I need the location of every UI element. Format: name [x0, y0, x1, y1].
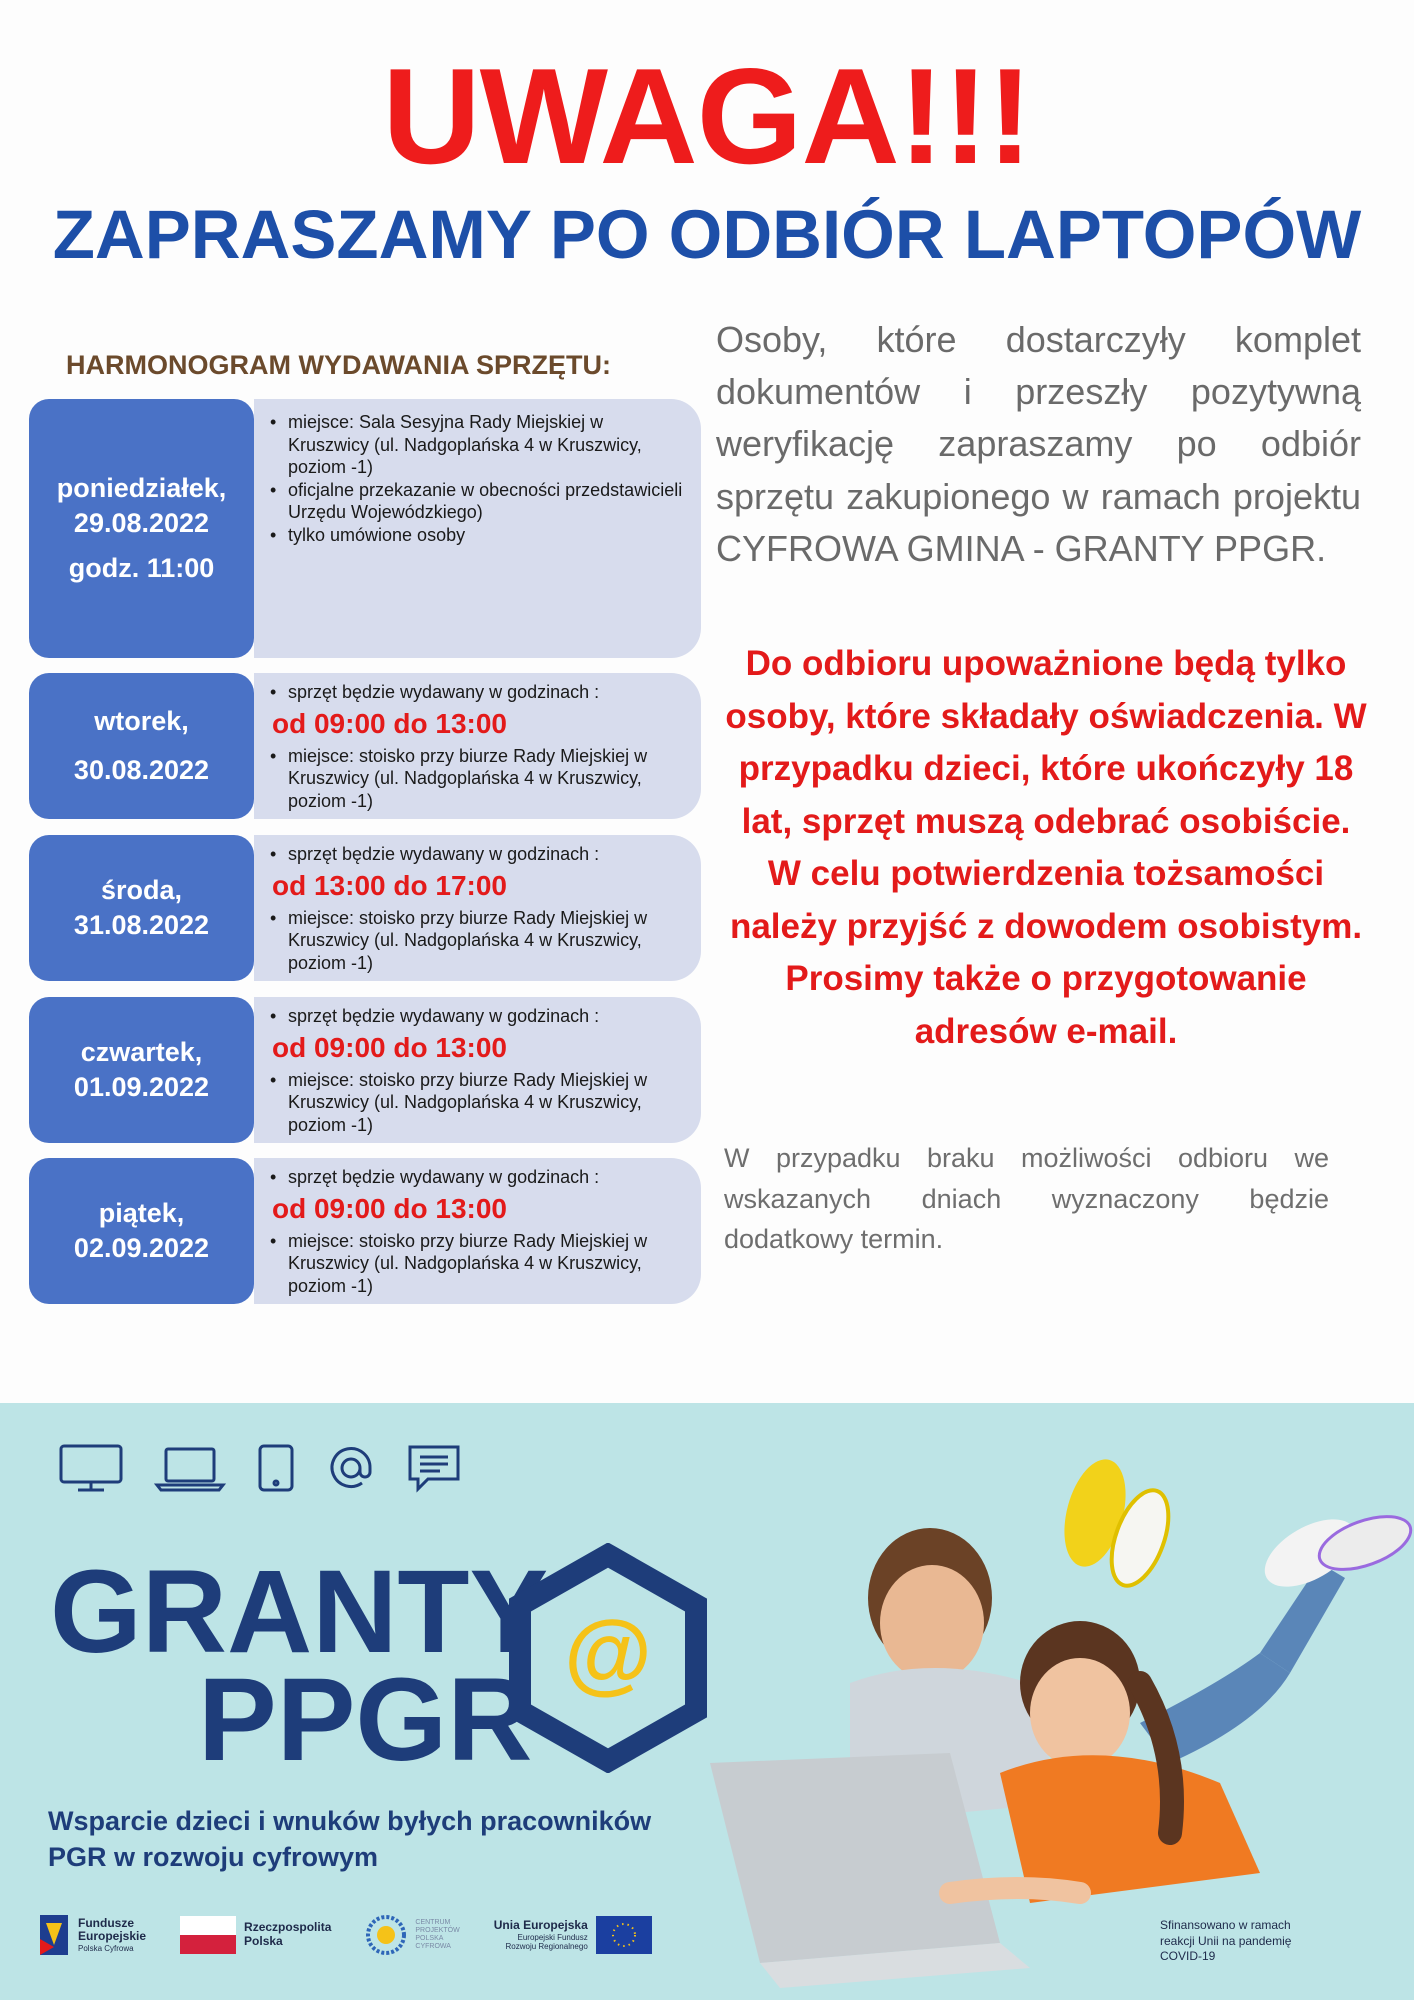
page-subtitle: ZAPRASZAMY PO ODBIÓR LAPTOPÓW — [52, 196, 1362, 273]
day-name: poniedziałek, — [56, 472, 227, 503]
polish-flag-icon — [180, 1916, 236, 1954]
schedule-info — [254, 835, 701, 981]
schedule-day — [29, 835, 254, 981]
brand-at-symbol: @ — [564, 1603, 652, 1703]
cppc-emblem-icon — [365, 1914, 407, 1956]
eu-flag-icon — [596, 1916, 652, 1954]
intro-paragraph: Osoby, które dostarczyły komplet dokumentów i przeszły pozytywną weryfikację zapraszamy po odbiór sprzętu zakupionego w ramach projektu CYFROWA GMINA - GRANTY PPGR. — [716, 319, 1361, 569]
laptop-icon — [154, 1443, 226, 1493]
notice-line: W celu potwierdzenia tożsamości należy przyjść z dowodem osobistym. Prosimy także o przygotowanie adresów e-mail. — [729, 854, 1363, 1051]
logo-text: Europejski Fundusz — [517, 1932, 588, 1942]
hours-range: od 09:00 do 13:00 — [272, 707, 507, 739]
logo-cppc — [365, 1914, 459, 1956]
support-tagline — [48, 1803, 651, 1876]
day-name: środa, — [100, 874, 183, 905]
chat-icon — [406, 1443, 462, 1493]
logo-text: Polska Cyfrowa — [78, 1944, 134, 1954]
hours-range: od 13:00 do 17:00 — [272, 869, 507, 901]
logo-text: PROJEKTÓW — [415, 1926, 460, 1934]
schedule-row — [29, 673, 701, 819]
hours-range: od 09:00 do 13:00 — [272, 1031, 507, 1063]
logo-text: Europejskie — [78, 1929, 147, 1944]
place-text: • miejsce: stoisko przy biurze Rady Miejskiej w Kruszwicy (ul. Nadgoplańska 4 w Kruszwicy, poziom -1) — [268, 907, 685, 975]
schedule-row — [29, 1158, 701, 1304]
day-date: 31.08.2022 — [73, 910, 210, 940]
logo-text: POLSKA — [415, 1935, 444, 1942]
logo-fundusze-europejskie — [40, 1913, 146, 1957]
logo-text: CENTRUM — [415, 1918, 451, 1926]
logo-text: Unia Europejska — [493, 1917, 588, 1932]
logo-rzeczpospolita — [180, 1916, 331, 1954]
hours-intro: • sprzęt będzie wydawany w godzinach : — [268, 681, 685, 704]
extra-paragraph: W przypadku braku możliwości odbioru we wskazanych dniach wyznaczony będzie dodatkowy termin. — [724, 1143, 1329, 1254]
kids-laptop-photo — [700, 1423, 1414, 2000]
day-name: piątek, — [98, 1197, 185, 1228]
tablet-icon — [256, 1443, 296, 1493]
schedule-item: • oficjalne przekazanie w obecności przedstawicieli Urzędu Wojewódzkiego) — [268, 479, 685, 524]
schedule-info — [254, 997, 701, 1143]
day-time: godz. 11:00 — [68, 553, 215, 584]
schedule-item: • tylko umówione osoby — [268, 524, 685, 547]
place-text: • miejsce: stoisko przy biurze Rady Miejskiej w Kruszwicy (ul. Nadgoplańska 4 w Kruszwicy, poziom -1) — [268, 1230, 685, 1298]
hours-range: od 09:00 do 13:00 — [272, 1192, 507, 1224]
hours-intro: • sprzęt będzie wydawany w godzinach : — [268, 843, 685, 866]
logo-text: Rozwoju Regionalnego — [505, 1941, 588, 1951]
schedule-info — [254, 399, 701, 658]
schedule-row — [29, 835, 701, 981]
place-text: • miejsce: stoisko przy biurze Rady Miejskiej w Kruszwicy (ul. Nadgoplańska 4 w Kruszwicy, poziom -1) — [268, 1069, 685, 1137]
place-text: • miejsce: stoisko przy biurze Rady Miejskiej w Kruszwicy (ul. Nadgoplańska 4 w Kruszwicy, poziom -1) — [268, 745, 685, 813]
notice-line: Do odbioru upoważnione będą tylko osoby, które składały oświadczenia. W przypadku dzieci, które ukończyły 18 lat, sprzęt muszą odebrać osobiście. — [725, 644, 1367, 841]
support-line: Wsparcie dzieci i wnuków byłych pracowników — [48, 1806, 652, 1836]
schedule-info — [254, 1158, 701, 1304]
funding-note-line: COVID-19 — [1160, 1949, 1216, 1964]
monitor-icon — [58, 1443, 124, 1493]
notice-block — [716, 638, 1376, 1058]
logo-text: Polska — [244, 1934, 283, 1948]
day-name: czwartek, — [80, 1036, 203, 1067]
brand-granty: GRANTY — [50, 1546, 549, 1678]
at-sign-icon — [326, 1443, 376, 1493]
schedule-info — [254, 673, 701, 819]
schedule-title: HARMONOGRAM WYDAWANIA SPRZĘTU: — [66, 350, 611, 380]
schedule-row — [29, 997, 701, 1143]
fe-star-logo — [40, 1913, 70, 1957]
funding-logos — [40, 1913, 652, 1957]
logo-unia-europejska — [494, 1916, 652, 1954]
schedule-row — [29, 399, 701, 658]
schedule-day — [29, 997, 254, 1143]
logo-text: Fundusze — [78, 1915, 134, 1930]
hours-intro: • sprzęt będzie wydawany w godzinach : — [268, 1005, 685, 1028]
brand-ppgr: PPGR — [198, 1654, 533, 1786]
logo-text: CYFROWA — [415, 1943, 451, 1951]
day-date: 29.08.2022 — [73, 507, 210, 538]
page-title: UWAGA!!! — [382, 40, 1032, 192]
funding-note — [1160, 1918, 1291, 1965]
day-date: 30.08.2022 — [73, 755, 210, 785]
schedule-item: • miejsce: Sala Sesyjna Rady Miejskiej w Kruszwicy (ul. Nadgoplańska 4 w Kruszwicy, poziom -1) — [268, 411, 685, 479]
funding-note-line: reakcji Unii na pandemię — [1160, 1933, 1292, 1948]
schedule-day — [29, 1158, 254, 1304]
logo-text: Rzeczpospolita — [244, 1920, 332, 1935]
schedule-day — [29, 673, 254, 819]
device-icons — [58, 1443, 462, 1493]
hours-intro: • sprzęt będzie wydawany w godzinach : — [268, 1166, 685, 1189]
funding-note-line: Sfinansowano w ramach — [1160, 1918, 1291, 1932]
day-date: 02.09.2022 — [73, 1233, 210, 1263]
promo-banner — [0, 1403, 1414, 2000]
schedule-day — [29, 399, 254, 658]
hexagon-at-logo — [508, 1543, 708, 1773]
day-name: wtorek, — [94, 705, 189, 736]
day-date: 01.09.2022 — [73, 1072, 210, 1102]
support-line: PGR w rozwoju cyfrowym — [48, 1842, 379, 1873]
